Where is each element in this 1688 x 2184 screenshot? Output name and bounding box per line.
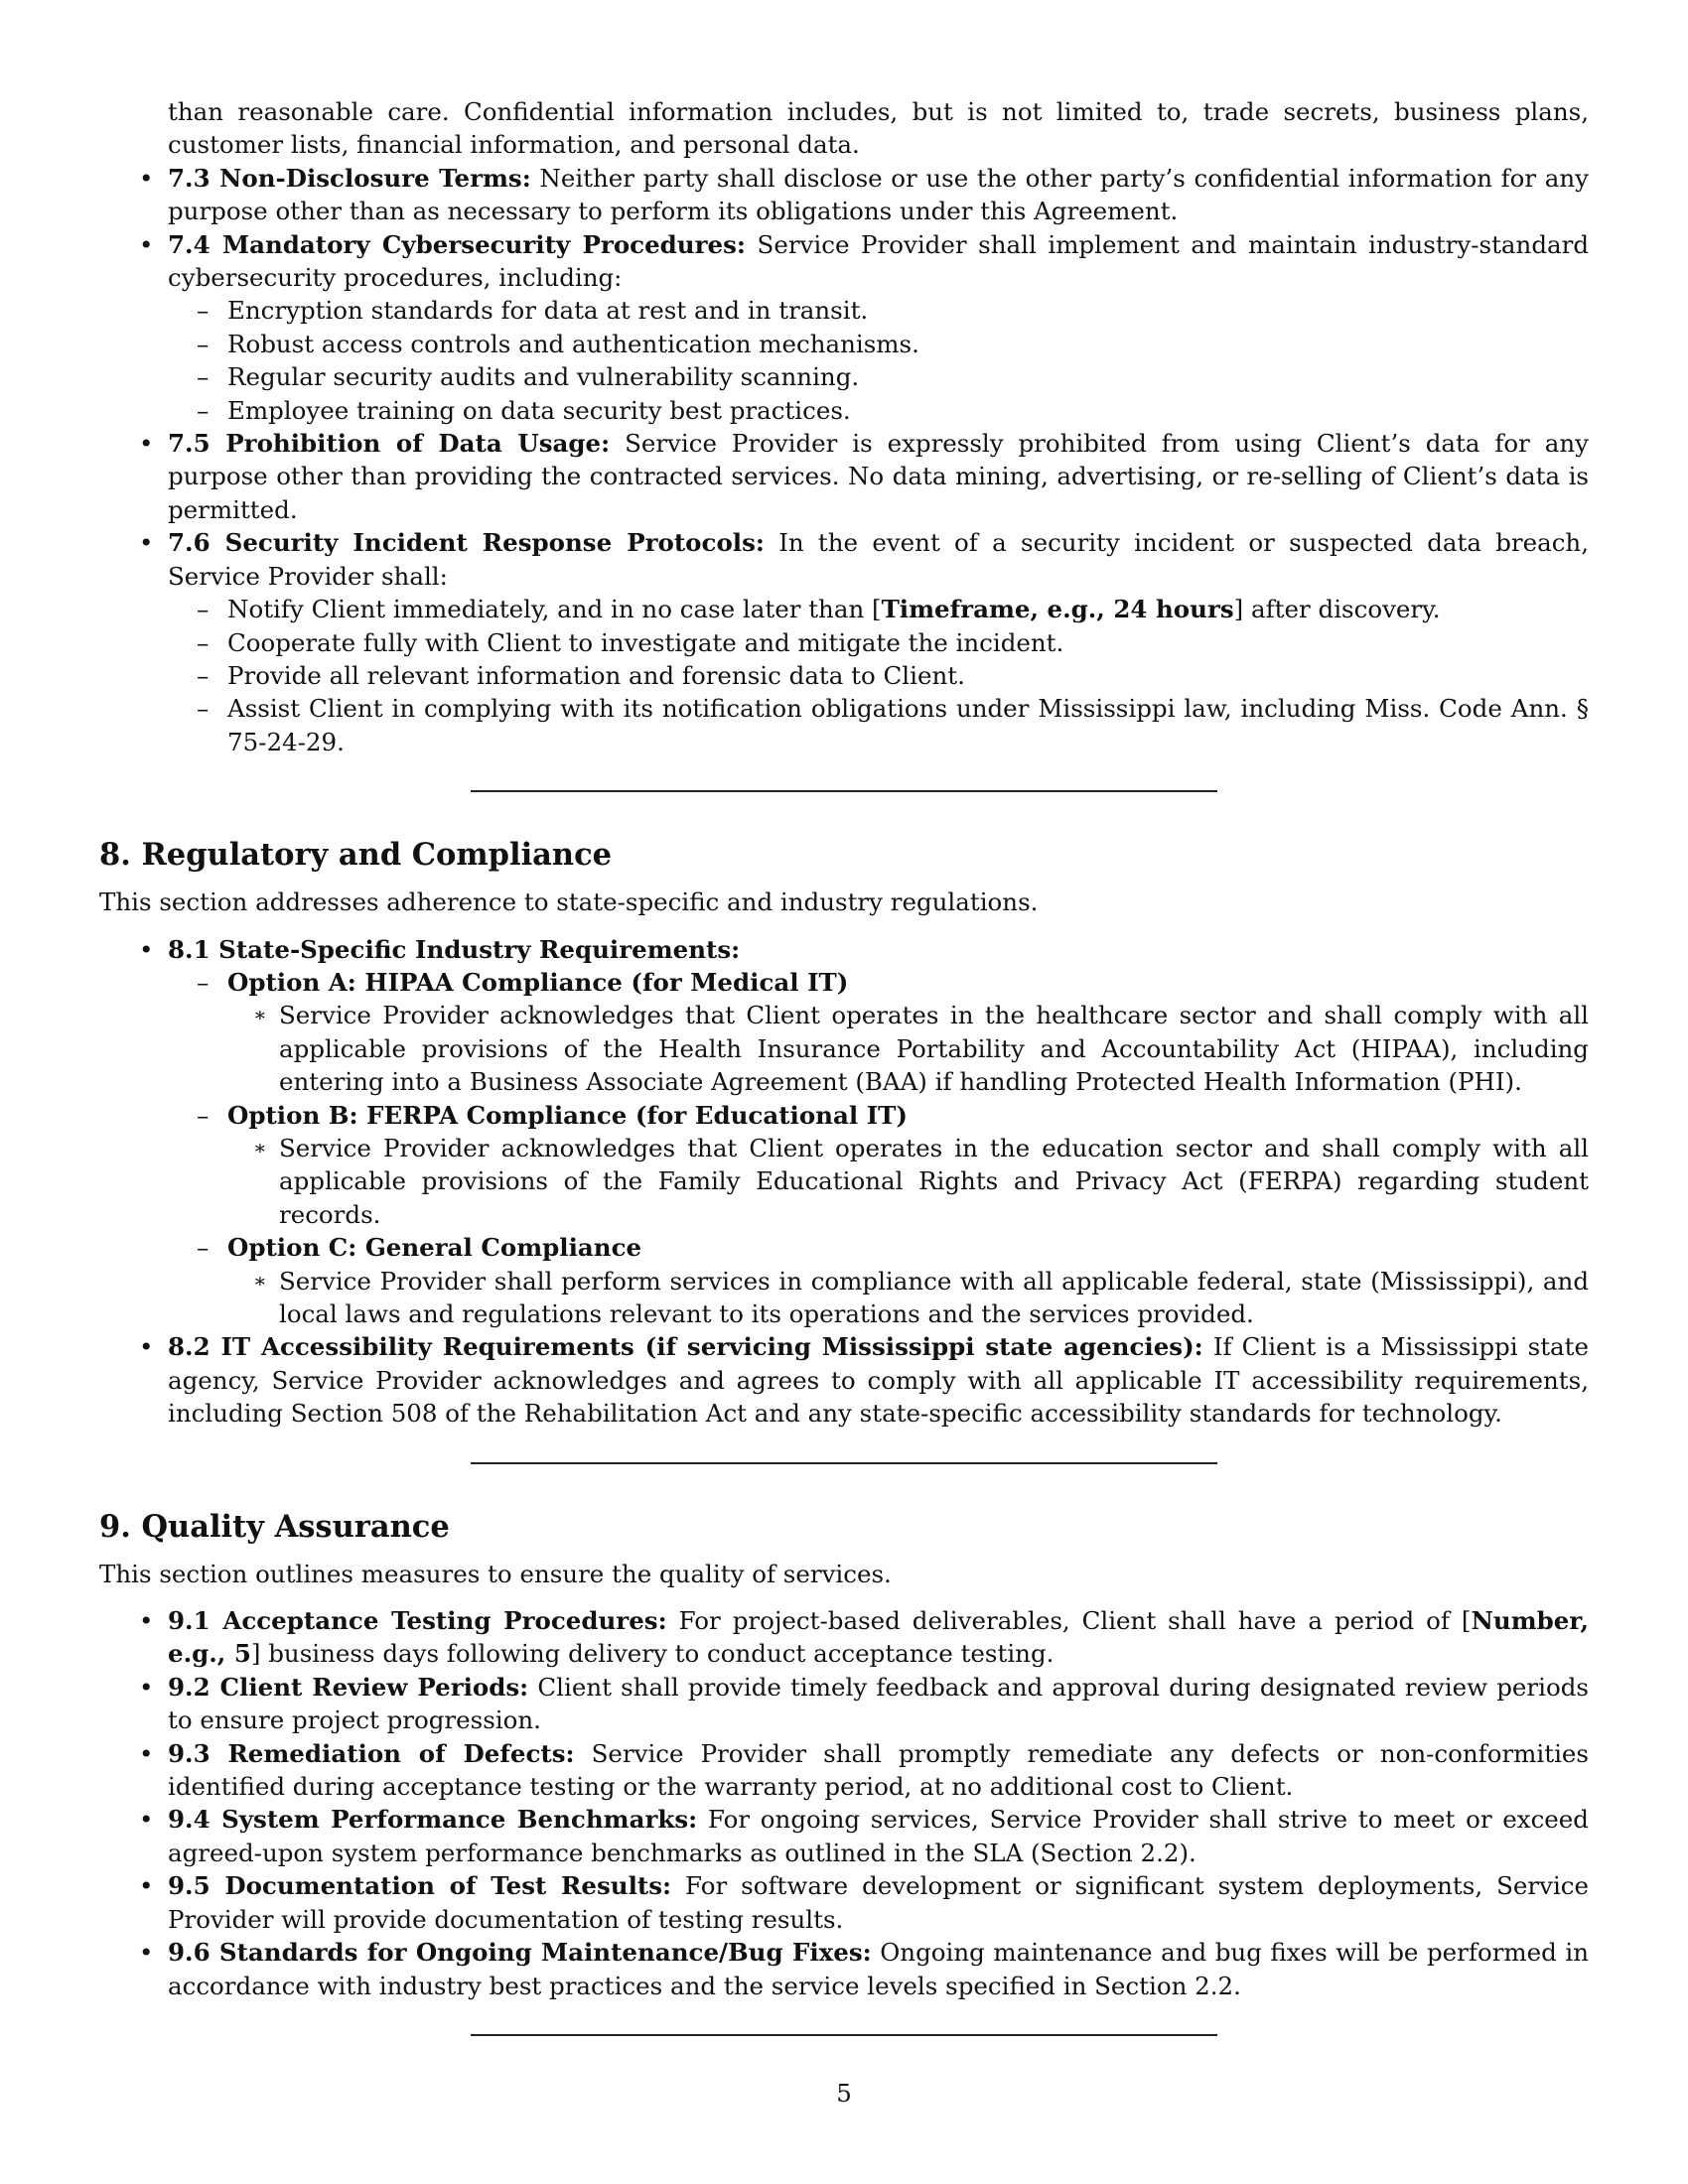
list-item-8-1 [99,933,1589,1331]
item-text: In the event of a security incident or suspected data breach, Service Provider shall: [168,528,1589,591]
document-page [99,95,1589,2036]
dash-icon: – [197,694,210,724]
sublist [168,966,1589,1330]
bullet-icon: • [139,934,154,964]
sub-sublist [227,1265,1589,1331]
option-a [168,966,1589,1099]
section-divider [471,790,1217,792]
section-9-heading: 9. Quality Assurance [99,1508,450,1545]
bullet-icon: • [139,163,154,193]
sub-item: – Assist Client in complying with its notification obligations under Mississippi law, including Miss. Code Ann. § 75-24-29. [197,694,1589,756]
item-title: 9.5 Documentation of Test Results: [168,1871,672,1901]
list-item-7-6 [99,526,1589,758]
list-item-7-2-continuation [99,95,1589,162]
item-text: Client shall provide timely feedback and approval during designated review periods to ensure project progression. [168,1672,1589,1735]
item-text: If Client is a Mississippi state agency, Service Provider acknowledges and agrees to comply with all applicable IT accessibility requirements, including Section 508 of the Rehabilitation Act and any state-specific accessibility standards for technology. [168,1332,1589,1429]
item-title: 9.2 Client Review Periods: [168,1672,529,1702]
list-item-9-5 [99,1869,1589,1936]
item-title: 9.3 Remediation of Defects: [168,1738,575,1768]
item-text: Service Provider shall promptly remediate any defects or non-conformities identified during acceptance testing or the warranty period, at no additional cost to Client. [168,1738,1590,1802]
item-title: 9.4 System Performance Benchmarks: [168,1805,698,1835]
list-item-7-4 [99,228,1589,427]
section-divider [471,1462,1217,1464]
section-divider [471,2034,1217,2036]
item-title: 7.3 Non-Disclosure Terms: [168,163,531,193]
option-b-text: ∗ Service Provider acknowledges that Client operates in the education sector and shall comply with all applicable provisions of the Family Educational Rights and Privacy Act (FERPA) regarding student records. [253,1133,1589,1229]
sub-item: – Employee training on data security best practices. [168,394,1589,427]
item-title: 8.2 IT Accessibility Requirements (if servicing Mississippi state agencies): [168,1332,1203,1362]
dash-icon: – [197,1233,210,1263]
option-title: Option B: FERPA Compliance (for Educational IT) [227,1100,908,1130]
item-text: Ongoing maintenance and bug fixes will be performed in accordance with industry best practices and the service levels specified in Section 2.2. [168,1938,1589,2000]
dash-icon: – [197,595,210,624]
section-8-heading: 8. Regulatory and Compliance [99,837,613,874]
list-item-9-2 [99,1671,1589,1737]
bullet-icon: • [139,1332,154,1362]
sub-item: – Encryption standards for data at rest and in transit. [168,294,1589,327]
item-text: Service Provider shall implement and maintain industry-standard cybersecurity procedures, including: [168,229,1589,293]
asterisk-icon: ∗ [253,1003,267,1027]
bullet-icon: • [139,1672,154,1702]
dash-icon: – [197,967,210,997]
item-title: 7.4 Mandatory Cybersecurity Procedures: [168,229,746,259]
sublist [168,294,1589,427]
bullet-icon: • [139,1871,154,1901]
section-9-intro: This section outlines measures to ensure the quality of services. [99,1559,892,1588]
asterisk-icon: ∗ [253,1268,267,1293]
list-item-9-4 [99,1803,1589,1869]
option-c-text: ∗ Service Provider shall perform services in compliance with all applicable federal, state (Mississippi), and local laws and regulations relevant to its operations and the services provided. [253,1266,1589,1328]
item-text: For software development or significant system deployments, Service Provider will provide documentation of testing results. [168,1871,1589,1934]
option-title: Option C: General Compliance [227,1233,642,1263]
dash-icon: – [197,362,210,392]
dash-icon: – [197,329,210,358]
bullet-icon: • [139,1738,154,1768]
section-8-list [99,933,1589,1431]
number-placeholder: Number, e.g., 5 [168,1606,1589,1669]
item-title: 7.5 Prohibition of Data Usage: [168,429,611,459]
section-8-intro: This section addresses adherence to state-specific and industry regulations. [99,887,1039,917]
timeframe-placeholder: Timeframe, e.g., 24 hours [881,595,1234,624]
section-7-list-continued [99,95,1589,758]
option-c [168,1231,1589,1330]
item-text: For ongoing services, Service Provider shall strive to meet or exceed agreed-upon system performance benchmarks as outlined in the SLA (Section 2.2). [168,1805,1589,1867]
list-item-9-1: • 9.1 Acceptance Testing Procedures: For project-based deliverables, Client shall have a period of [Number, e.g., 5] business days following delivery to conduct acceptance testing. [139,1606,1589,1669]
item-text: Service Provider is expressly prohibited from using Client’s data for any purpose other than providing the contracted services. No data mining, advertising, or re-selling of Client’s data is permitted. [168,429,1589,524]
bullet-icon: • [139,1805,154,1835]
bullet-icon: • [139,429,154,459]
sublist [168,593,1589,758]
item-title: 9.6 Standards for Ongoing Maintenance/Bug Fixes: [168,1938,872,1968]
sub-item: – Provide all relevant information and forensic data to Client. [168,659,1589,692]
dash-icon: – [197,296,210,326]
dash-icon: – [197,395,210,425]
sub-sublist [227,1132,1589,1231]
bullet-icon: • [139,229,154,259]
list-item-8-2 [99,1330,1589,1430]
item-title: 9.1 Acceptance Testing Procedures: [168,1606,667,1636]
asterisk-icon: ∗ [253,1135,267,1160]
list-item-9-6 [99,1936,1589,2002]
option-b [168,1099,1589,1232]
option-title: Option A: HIPAA Compliance (for Medical IT) [227,967,849,997]
section-9-list [99,1604,1589,2002]
bullet-icon: • [139,1938,154,1968]
page-number: 5 [836,2079,852,2108]
sub-sublist [227,999,1589,1098]
dash-icon: – [197,627,210,657]
item-title: 7.6 Security Incident Response Protocols: [168,528,765,558]
dash-icon: – [197,660,210,690]
option-a-text: ∗ Service Provider acknowledges that Client operates in the healthcare sector and shall comply with all applicable provisions of the Health Insurance Portability and Accountability Act (HIPAA), including entering into a Business Associate Agreement (BAA) if handling Protected Health Information (PHI). [253,1001,1589,1097]
sub-item: – Regular security audits and vulnerability scanning. [168,360,1589,393]
item-title: 8.1 State-Specific Industry Requirements: [168,934,741,964]
list-item-7-3 [99,162,1589,228]
sub-item: – Cooperate fully with Client to investigate and mitigate the incident. [168,626,1589,659]
dash-icon: – [197,1100,210,1130]
item-text: Neither party shall disclose or use the other party’s confidential information for any purpose other than as necessary to perform its obligations under this Agreement. [168,163,1589,226]
bullet-icon: • [139,1606,154,1636]
list-item-9-3 [99,1737,1589,1804]
sub-item: – Notify Client immediately, and in no case later than [Timeframe, e.g., 24 hours] after discovery. [168,593,1589,625]
list-item-7-5 [99,427,1589,526]
bullet-icon: • [139,528,154,558]
sub-item: – Robust access controls and authentication mechanisms. [168,328,1589,360]
continuation-text: than reasonable care. Confidential information includes, but is not limited to, trade secrets, business plans, customer lists, financial information, and personal data. [168,97,1589,160]
